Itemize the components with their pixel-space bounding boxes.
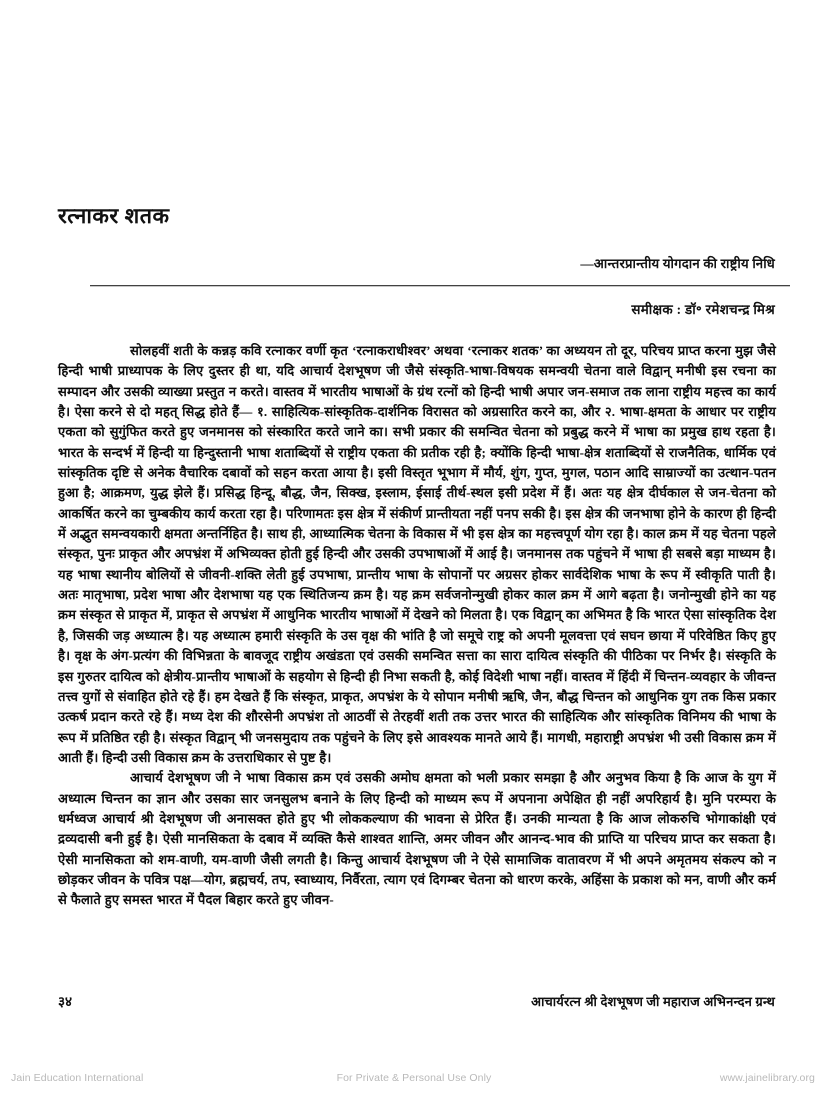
paragraph-text: आचार्य देशभूषण जी ने भाषा विकास क्रम एवं उसकी अमोघ क्षमता को भली प्रकार समझा है और अनुभव किया है कि आज के युग में अध्यात्म चिन्तन का ज्ञान और उसका सार जनसुलभ बनाने के लिए हिन्दी को माध्यम रूप में अपनाना अपेक्षित ही नहीं अपरिहार्य है। मुनि परम्परा के धर्मध्वज आचार्य श्री देशभूषण जी अनासक्त होते हुए भी लोककल्याण की भावना से प्रेरित हैं। उनकी मान्यता है कि आज लोकरुचि भोगाकांक्षी एवं द्रव्यदासी बनी हुई है। ऐसी मानसिकता के दबाव में व्यक्ति कैसे शाश्वत शान्ति, अमर जीवन और आनन्द-भाव की प्राप्ति या परिचय प्राप्त कर सकता है। ऐसी मानसिकता को शम-वाणी, यम-वाणी जैसी लगती है। किन्तु आचार्य देशभूषण जी ने ऐसे सामाजिक वातावरण में भी अपने अमृतमय संकल्प को न छोड़कर जीवन के पवित्र पक्ष—योग, ब्रह्मचर्य, तप, स्वाध्याय, निर्वैरता, त्याग एवं दिगम्बर चेतना को धारण करके, अहिंसा के प्रकाश को मन, वाणी और कर्म से फैलाते हुए समस्त भारत में पैदल बिहार करते हुए जीवन- — [58, 770, 776, 908]
running-footer: आचार्यरत्न श्री देशभूषण जी महाराज अभिनन्दन ग्रन्थ — [531, 994, 775, 1009]
paragraph — [58, 768, 776, 910]
watermark-usage-notice: For Private & Personal Use Only — [336, 1072, 492, 1084]
scanner-watermark-bar — [0, 1069, 828, 1103]
reviewer-byline: समीक्षक : डॉ॰ रमेशचन्द्र मिश्र — [631, 302, 775, 317]
article-subtitle: —आन्तरप्रान्तीय योगदान की राष्ट्रीय निधि — [580, 256, 775, 271]
paragraph-text: सोलहवीं शती के कन्नड़ कवि रत्नाकर वर्णी कृत ‘रत्नाकराधीश्वर’ अथवा ‘रत्नाकर शतक’ का अध्ययन तो दूर, परिचय प्राप्त करना मुझ जैसे हिन्दी भाषी प्राध्यापक के लिए दुस्तर ही था, यदि आचार्य देशभूषण जी जैसे संस्कृति-भाषा-विषयक समन्वयी चेतना वाले विद्वान् मनीषी इस रचना का सम्पादन और उसकी व्याख्या प्रस्तुत न करते। वास्तव में भारतीय भाषाओं के ग्रंथ रत्नों को हिन्दी भाषी अपार जन-समाज तक लाना राष्ट्रीय महत्त्व का कार्य है। ऐसा करने से दो महत् सिद्ध होते हैं— १. साहित्यिक-सांस्कृतिक-दार्शनिक विरासत को अग्रसारित करने का, और २. भाषा-क्षमता के आधार पर राष्ट्रीय एकता को सुगुंफित करते हुए जनमानस को संस्कारित करते जाने का। सभी प्रकार की समन्वित चेतना को प्रबुद्ध करने में भाषा का प्रमुख हाथ रहता है। भारत के सन्दर्भ में हिन्दी या हिन्दुस्तानी भाषा शताब्दियों से राष्ट्रीय एकता की प्रतीक रही है; क्योंकि हिन्दी भाषा-क्षेत्र शताब्दियों से राजनैतिक, धार्मिक एवं सांस्कृतिक दृष्टि से अनेक वैचारिक दबावों को सहन करता आया है। इसी विस्तृत भूभाग में मौर्य, शुंग, गुप्त, मुगल, पठान आदि साम्राज्यों का उत्थान-पतन हुआ है; आक्रमण, युद्ध झेले हैं। प्रसिद्ध हिन्दू, बौद्ध, जैन, सिक्ख, इस्लाम, ईसाई तीर्थ-स्थल इसी प्रदेश में हैं। अतः यह क्षेत्र दीर्घकाल से जन-चेतना को आकर्षित करने का चुम्बकीय कार्य करता रहा है। परिणामतः इस क्षेत्र में संकीर्ण प्रान्तीयता नहीं पनप सकी है। इस क्षेत्र की जनभाषा होने के कारण ही हिन्दी में अद्भुत समन्वयकारी क्षमता अन्तर्निहित है। साथ ही, आध्यात्मिक चेतना के विकास में भी इस क्षेत्र का महत्त्वपूर्ण योग रहा है। काल क्रम में यह चेतना पहले संस्कृत, पुनः प्राकृत और अपभ्रंश में अभिव्यक्त होती हुई हिन्दी और उसकी उपभाषाओं में आई है। जनमानस तक पहुंचने में भाषा ही सबसे बड़ा माध्यम है। यह भाषा स्थानीय बोलियों से जीवनी-शक्ति लेती हुई उपभाषा, प्रान्तीय भाषा के सोपानों पर अग्रसर होकर सार्वदेशिक भाषा के रूप में स्वीकृति पाती है। अतः मातृभाषा, प्रदेश भाषा और देशभाषा यह एक स्थितिजन्य क्रम है। यह क्रम सर्वजनोन्मुखी होकर काल क्रम में आगे बढ़ता है। जनोन्मुखी होने का यह क्रम संस्कृत से प्राकृत में, प्राकृत से अपभ्रंश में आधुनिक भारतीय भाषाओं में देखने को मिलता है। एक विद्वान् का अभिमत है कि भारत ऐसा सांस्कृतिक देश है, जिसकी जड़ अध्यात्म है। यह अध्यात्म हमारी संस्कृति के उस वृक्ष की भांति है जो समूचे राष्ट्र को अपनी मूलवत्ता एवं सघन छाया में परिवेष्ठित किए हुए है। वृक्ष के अंग-प्रत्यंग की विभिन्नता के बावजूद राष्ट्रीय अखंडता एवं उसकी समन्वित सत्ता का सारा दायित्व संस्कृति की पीठिका पर निर्भर है। संस्कृति के इस गुरुतर दायित्व को क्षेत्रीय-प्रान्तीय भाषाओं के सहयोग से हिन्दी ही निभा सकती है, कोई विदेशी भाषा नहीं। वास्तव में हिंदी में चिन्तन-व्यवहार के जीवन्त तत्त्व युगों से संवाहित होते रहे हैं। हम देखते हैं कि संस्कृत, प्राकृत, अपभ्रंश के ये सोपान मनीषी ऋषि, जैन, बौद्ध चिन्तन को आधुनिक युग तक किस प्रकार उत्कर्ष प्रदान करते रहे हैं। मध्य देश की शौरसेनी अपभ्रंश तो आठवीं से तेरहवीं शती तक उत्तर भारत की साहित्यिक और सांस्कृतिक विनिमय की भाषा के रूप में प्रतिष्ठित रही है। संस्कृत विद्वान् भी जनसमुदाय तक पहुंचने के लिए इसे आवश्यक मानते आये हैं। मागधी, महाराष्ट्री अपभ्रंश भी उसी विकास क्रम में आती हैं। हिन्दी उसी विकास क्रम के उत्तराधिकार से पुष्ट है। — [58, 343, 776, 765]
horizontal-rule — [90, 285, 790, 286]
page-number: ३४ — [58, 994, 73, 1009]
watermark-organization: Jain Education International — [11, 1072, 144, 1084]
watermark-website-link[interactable]: www.jainelibrary.org — [719, 1072, 815, 1084]
body-text-column — [58, 341, 776, 911]
page-title: रत्नाकर शतक — [58, 204, 170, 229]
paragraph — [58, 341, 776, 768]
